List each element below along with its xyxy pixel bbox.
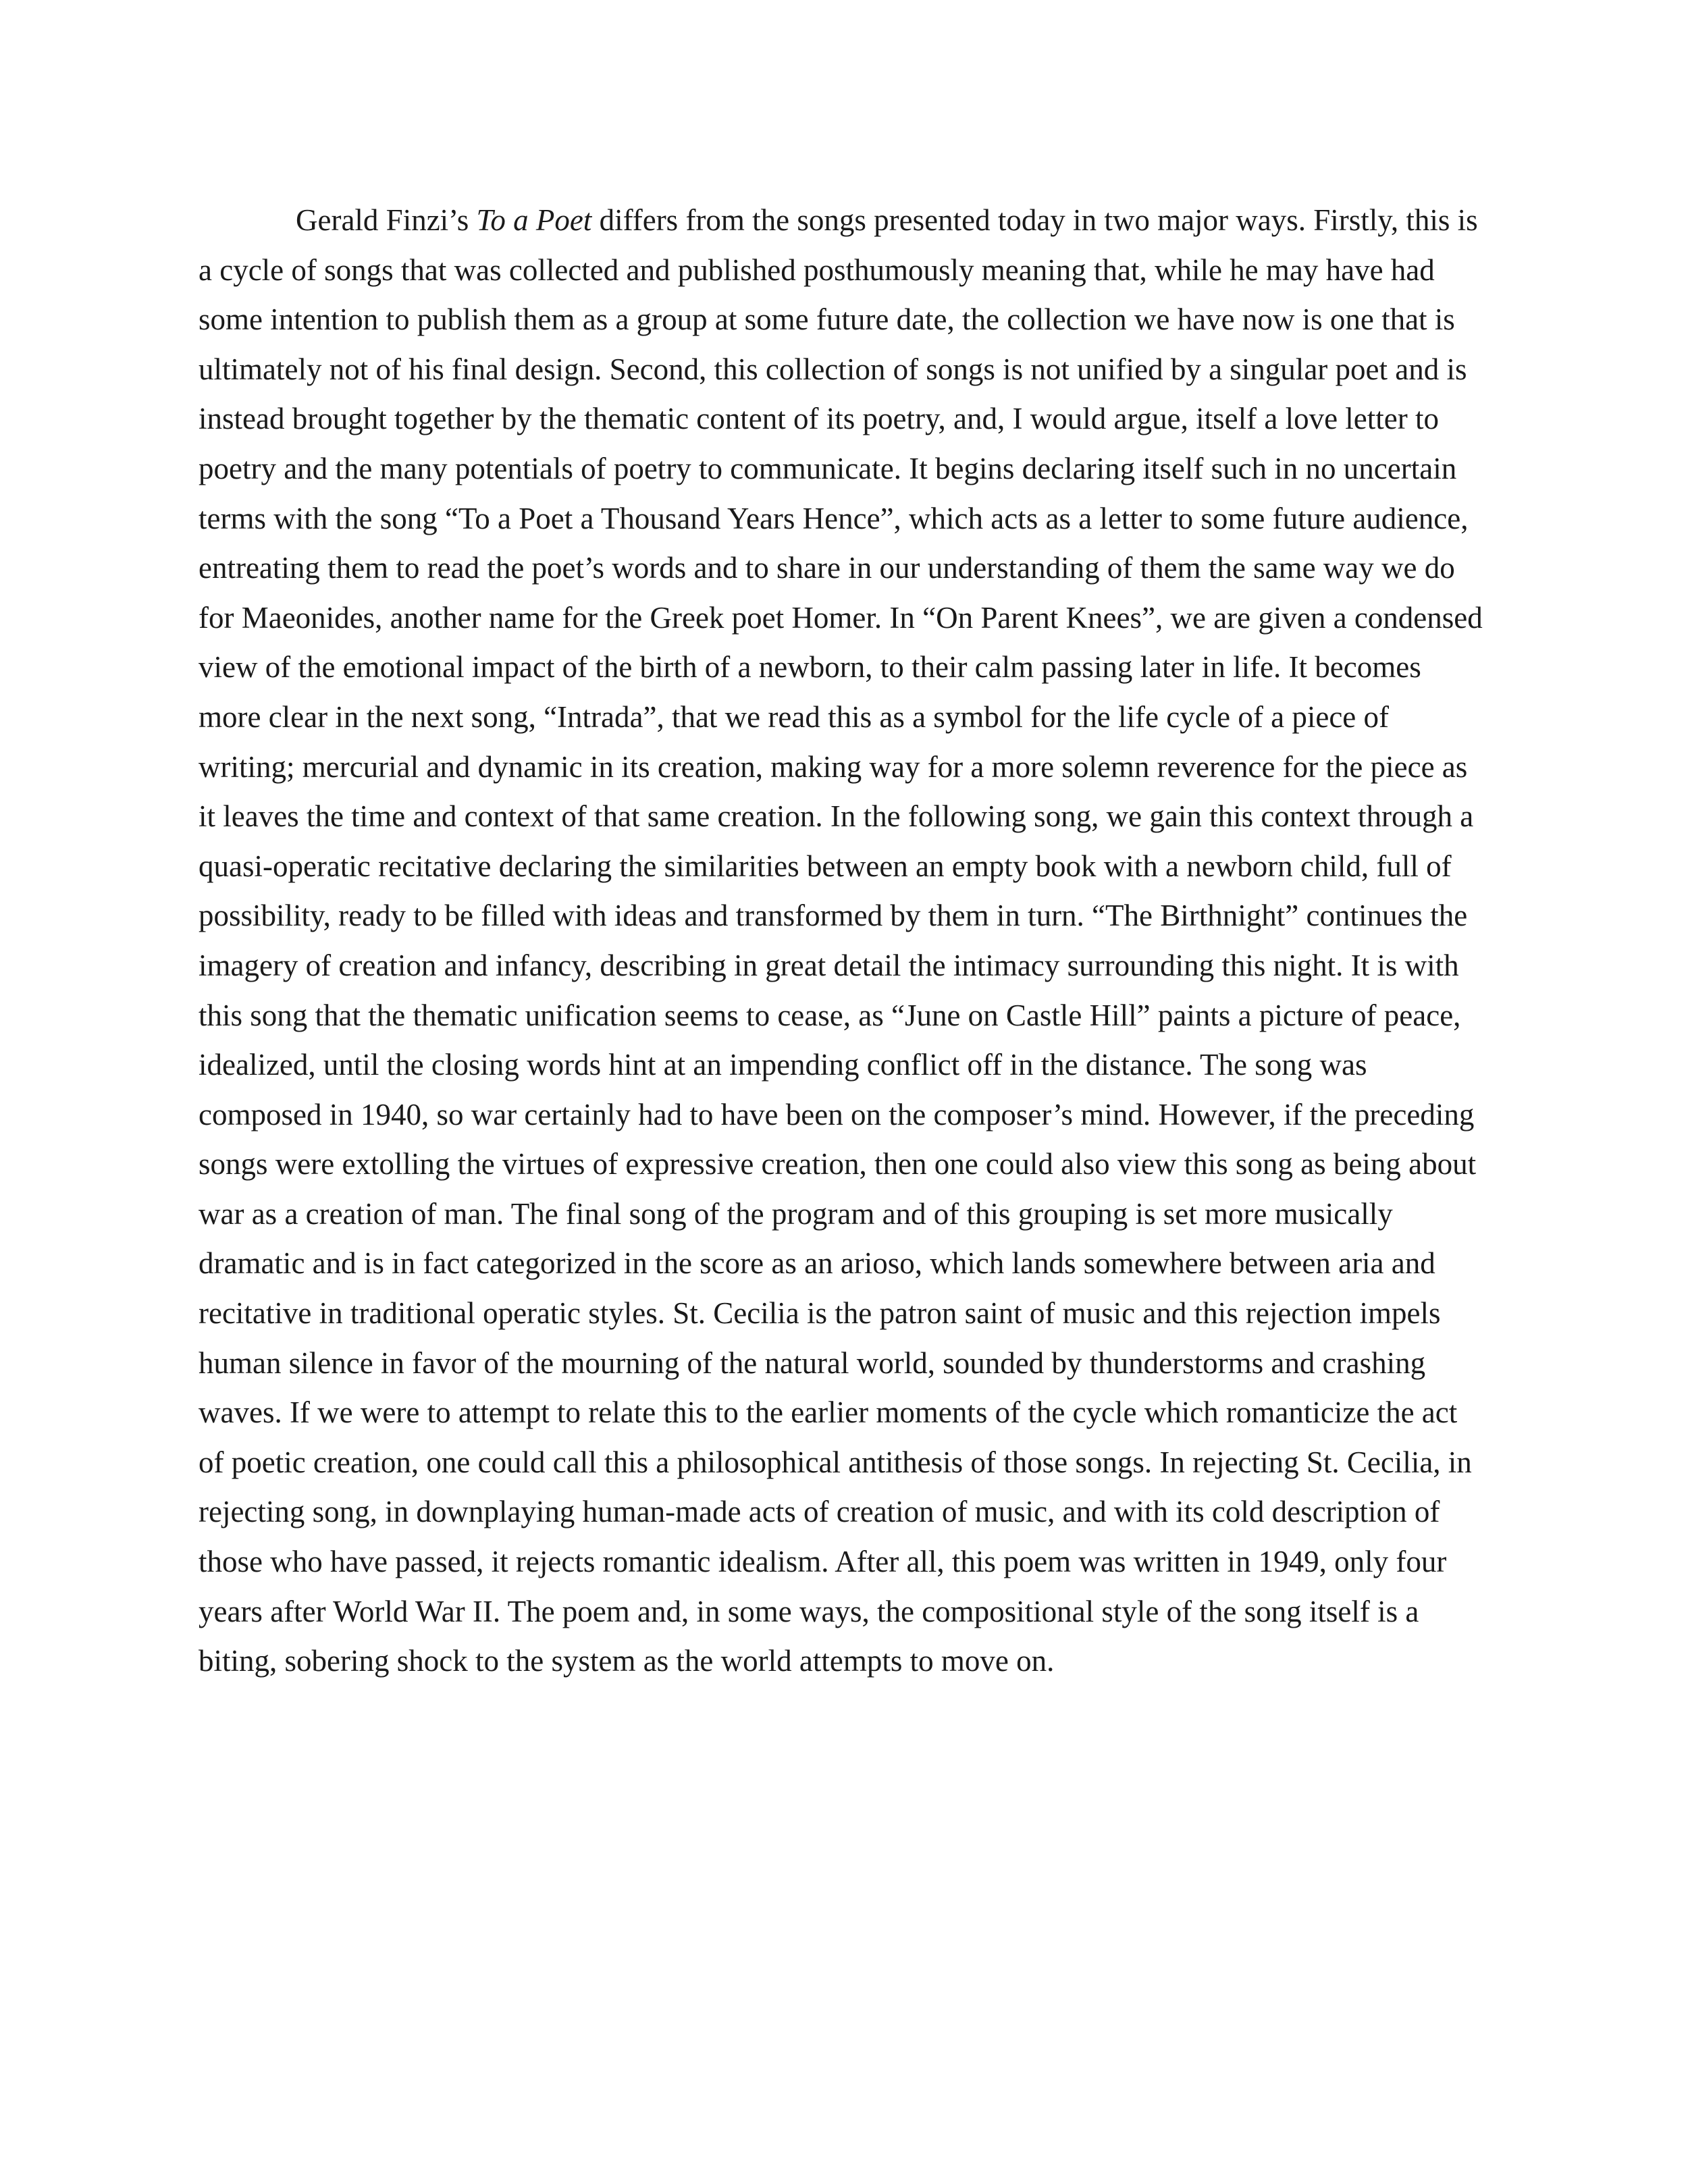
paragraph-text: differs from the songs presented today in two major ways. Firstly, this is a cycle of songs that was collected and published posthumously meaning that, while he may have had some intention to publish them as a group at some future date, the collection we have now is one that is ultimately not of his final design. Second, this collection of songs is not unified by a singular poet and is instead brought together by the thematic content of its poetry, and, I would argue, itself a love letter to poetry and the many potentials of poetry to communicate. It begins declaring itself such in no uncertain terms with the song “To a Poet a Thousand Years Hence”, which acts as a letter to some future audience, entreating them to read the poet’s words and to share in our understanding of them the same way we do for Maeonides, another name for the Greek poet Homer. In “On Parent Knees”, we are given a condensed view of the emotional impact of the birth of a newborn, to their calm passing later in life. It becomes more clear in the next song, “Intrada”, that we read this as a symbol for the life cycle of a piece of writing; mercurial and dynamic in its creation, making way for a more solemn reverence for the piece as it leaves the time and context of that same creation. In the following song, we gain this context through a quasi-operatic recitative declaring the similarities between an empty book with a newborn child, full of possibility, ready to be filled with ideas and transformed by them in turn. “The Birthnight” continues the imagery of creation and infancy, describing in great detail the intimacy surrounding this night. It is with this song that the thematic unification seems to cease, as “June on Castle Hill” paints a picture of peace, idealized, until the closing words hint at an impending conflict off in the distance. The song was composed in 1940, so war certainly had to have been on the composer’s mind. However, if the preceding songs were extolling the virtues of expressive creation, then one could also view this song as being about war as a creation of man. The final song of the program and of this grouping is set more musically dramatic and is in fact categorized in the score as an arioso, which lands somewhere between aria and recitative in traditional operatic styles. St. Cecilia is the patron saint of music and this rejection impels human silence in favor of the mourning of the natural world, sounded by thunderstorms and crashing waves. If we were to attempt to relate this to the earlier moments of the cycle which romanticize the act of poetic creation, one could call this a philosophical antithesis of those songs. In rejecting St. Cecilia, in rejecting song, in downplaying human-made acts of creation of music, and with its cold description of those who have passed, it rejects romantic idealism. After all, this poem was written in 1949, only four years after World War II. The poem and, in some ways, the compositional style of the song itself is a biting, sobering shock to the system as the world attempts to move on. [199, 203, 1483, 1678]
body-paragraph [199, 196, 1489, 1686]
work-title: To a Poet [476, 203, 592, 237]
paragraph-lead: Gerald Finzi’s [296, 203, 477, 237]
